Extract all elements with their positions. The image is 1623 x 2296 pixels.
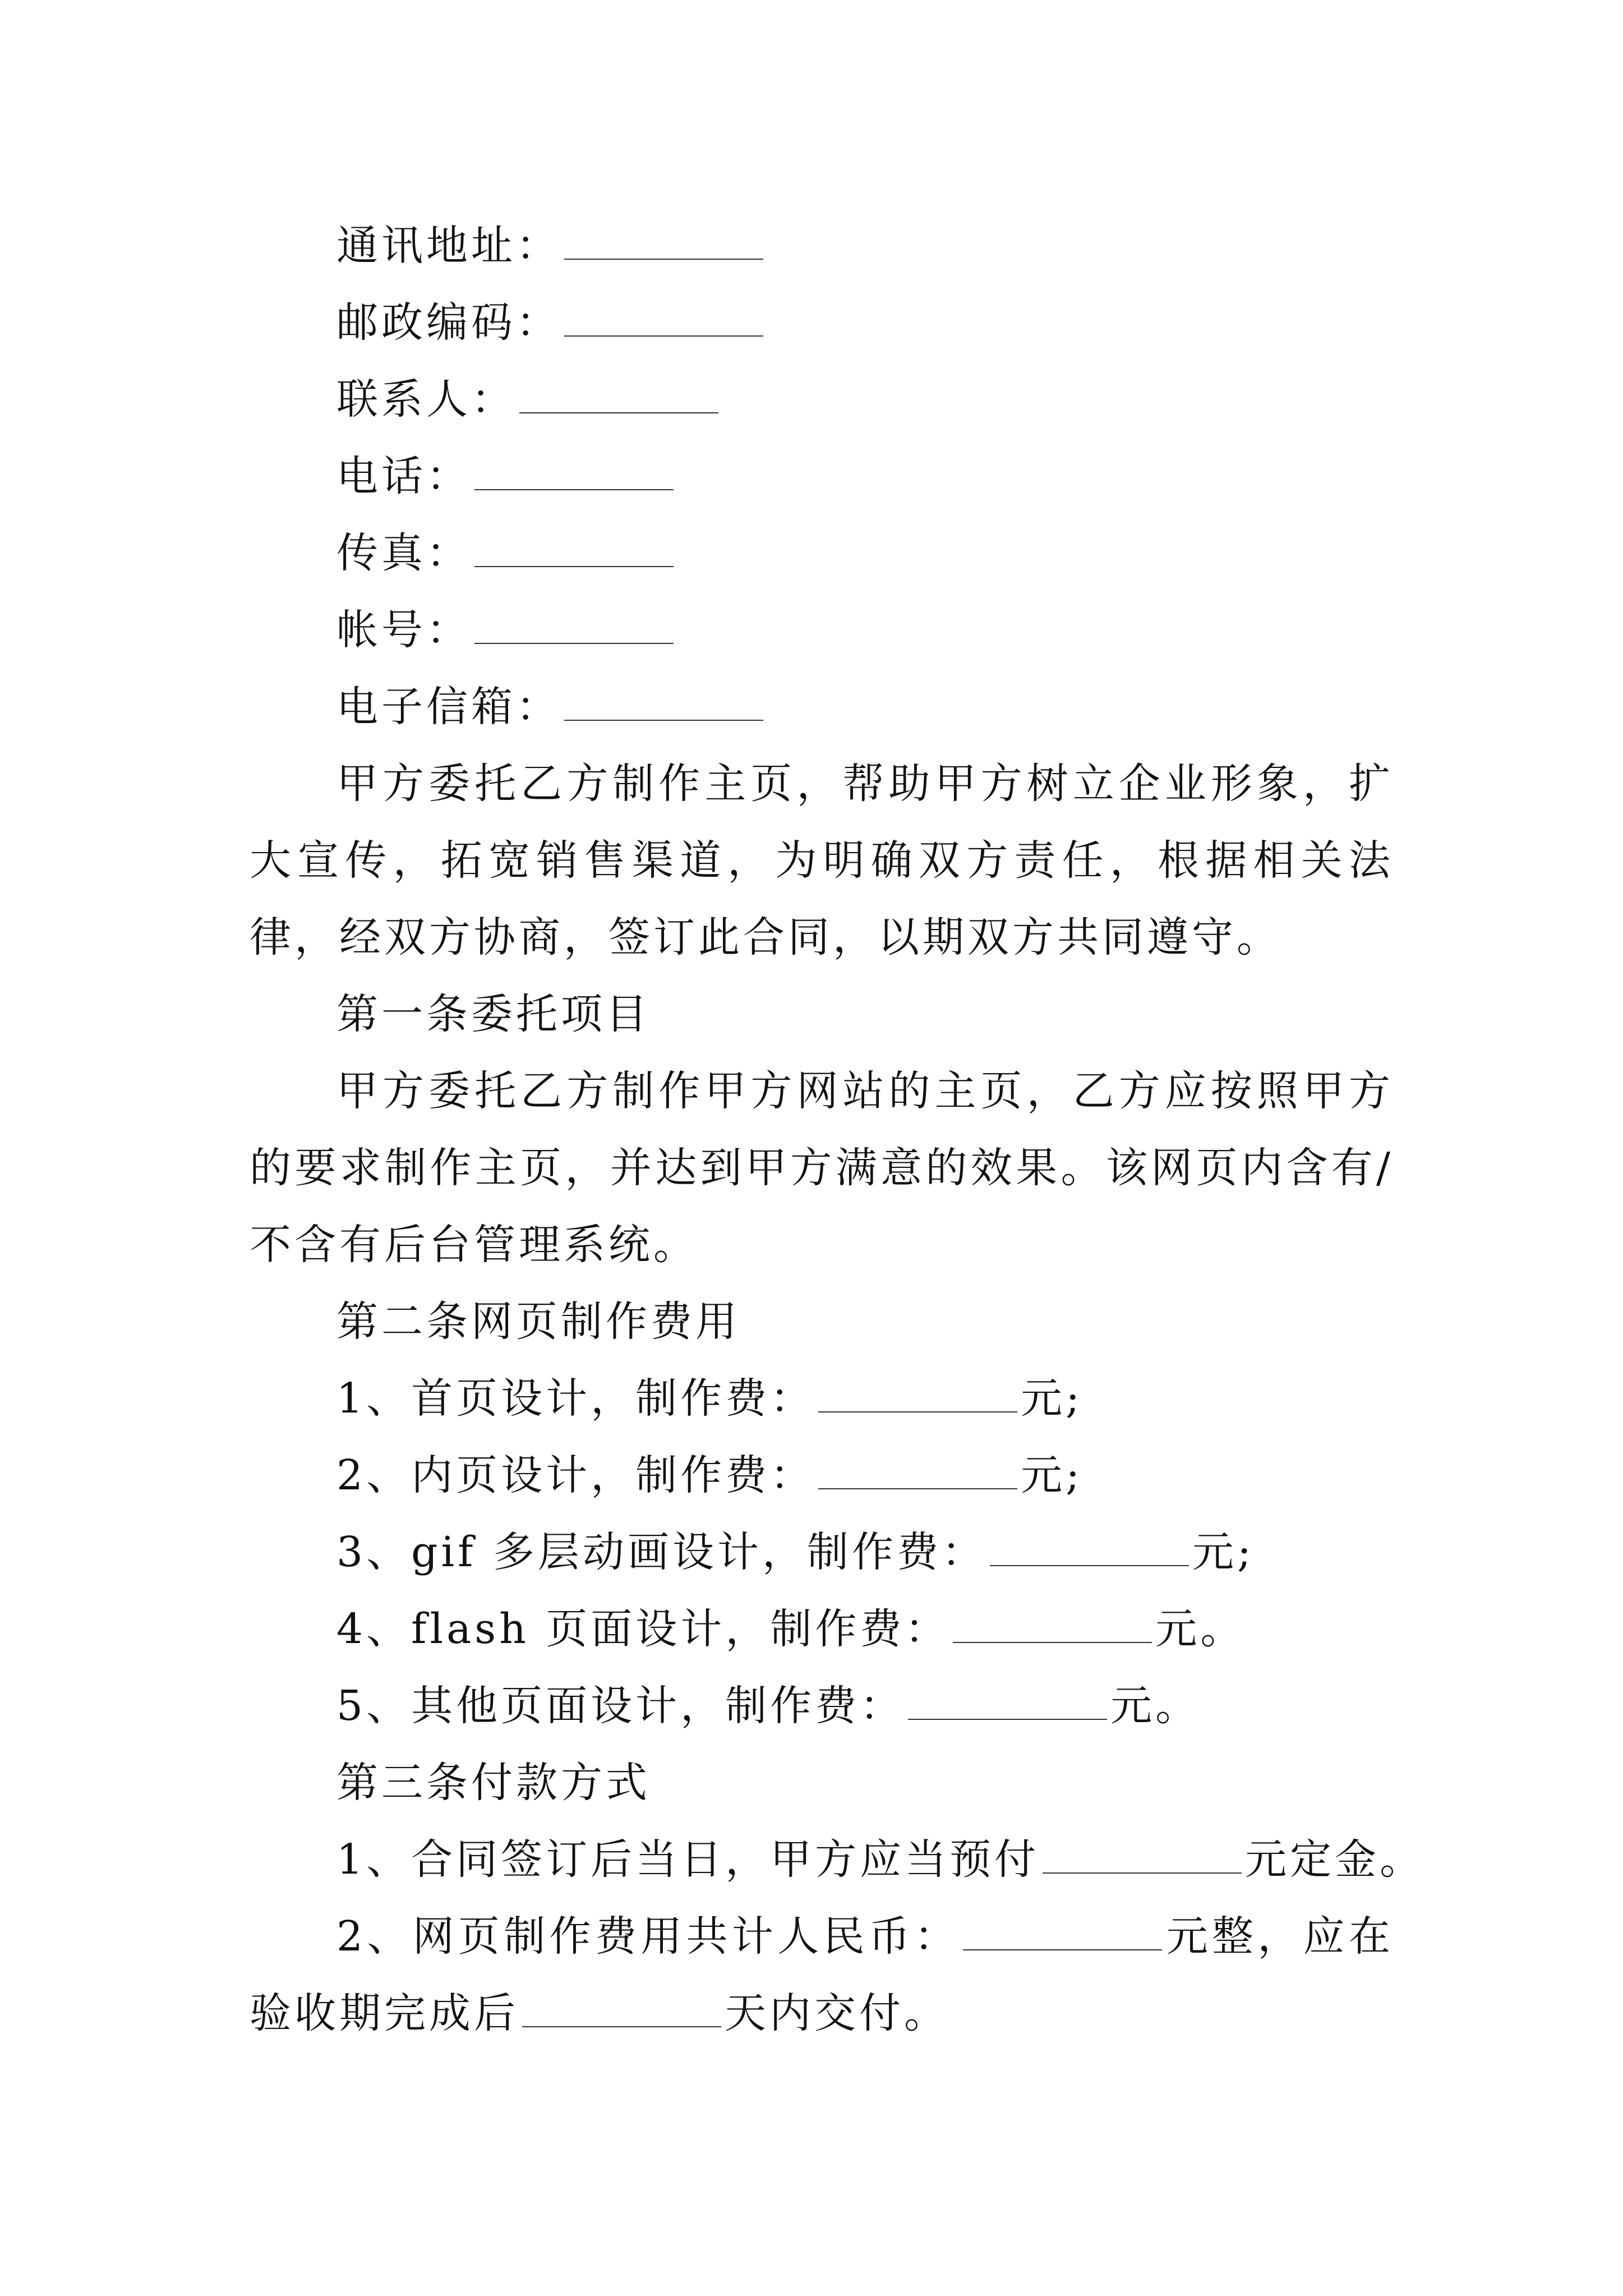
phone-label: 电话：	[336, 452, 471, 500]
fee-item-1	[250, 1360, 1394, 1437]
payment-item-2	[250, 1898, 1394, 2052]
payment-item-2-label: 2、网页制作费用共计人民币：	[336, 1912, 960, 1961]
article2-heading: 第二条网页制作费用	[336, 1297, 740, 1346]
fee-item-unit: 元;	[1021, 1374, 1083, 1423]
address-blank[interactable]	[564, 225, 763, 260]
payment-item-1	[250, 1821, 1425, 1898]
account-blank[interactable]	[474, 609, 674, 644]
fee-item-label: 5、其他页面设计，制作费：	[336, 1682, 905, 1730]
fee-blank-3[interactable]	[990, 1531, 1189, 1566]
payment-item-1-unit: 元定金。	[1245, 1835, 1425, 1884]
contact-blank[interactable]	[519, 379, 718, 413]
fee-item-unit: 元;	[1192, 1528, 1255, 1576]
email-blank[interactable]	[564, 686, 763, 721]
article1-body: 甲方委托乙方制作甲方网站的主页，乙方应按照甲方的要求制作主页，并达到甲方满意的效果。该网页内含有/不含有后台管理系统。	[250, 1067, 1394, 1269]
fee-blank-2[interactable]	[818, 1455, 1017, 1489]
payment-item-1-label: 1、合同签订后当日，甲方应当预付	[336, 1835, 1040, 1884]
fee-item-unit: 元。	[1155, 1605, 1246, 1653]
postal-blank[interactable]	[564, 302, 763, 337]
payment-item-2-unit: 天内交付。	[725, 1989, 949, 2037]
fee-item-3	[250, 1514, 1394, 1591]
postal-label: 邮政编码：	[336, 298, 561, 347]
email-label: 电子信箱：	[336, 683, 561, 731]
payment-item-2-middle: 元整，应在验收期完成后	[250, 1912, 1394, 2037]
document-content	[250, 208, 1425, 2052]
fee-item-4	[250, 1591, 1394, 1668]
deposit-blank[interactable]	[1043, 1839, 1242, 1874]
email-row	[250, 669, 1394, 746]
fee-blank-1[interactable]	[818, 1378, 1017, 1412]
postal-row	[250, 284, 1394, 361]
intro-paragraph: 甲方委托乙方制作主页，帮助甲方树立企业形象，扩大宣传，拓宽销售渠道，为明确双方责任，根据相关法律，经双方协商，签订此合同，以期双方共同遵守。	[250, 760, 1394, 961]
account-label: 帐号：	[336, 606, 471, 654]
article1-heading: 第一条委托项目	[336, 990, 651, 1038]
phone-blank[interactable]	[474, 455, 674, 490]
fee-item-unit: 元;	[1021, 1451, 1083, 1499]
phone-row	[250, 438, 1394, 515]
fee-item-unit: 元。	[1110, 1682, 1201, 1730]
account-row	[250, 592, 1394, 669]
fee-item-label: 1、首页设计，制作费：	[336, 1374, 815, 1423]
fee-item-label: 3、gif 多层动画设计，制作费：	[336, 1528, 987, 1576]
address-row	[250, 208, 1394, 284]
fee-item-label: 2、内页设计，制作费：	[336, 1451, 815, 1499]
days-blank[interactable]	[522, 1993, 721, 2027]
fax-label: 传真：	[336, 529, 471, 577]
fee-item-label: 4、flash 页面设计，制作费：	[336, 1605, 950, 1653]
contact-label: 联系人：	[336, 375, 516, 424]
contact-row	[250, 361, 1394, 438]
article3-heading: 第三条付款方式	[336, 1759, 651, 1807]
fee-item-2	[250, 1437, 1394, 1514]
fee-item-5	[250, 1668, 1394, 1745]
fee-blank-4[interactable]	[953, 1608, 1152, 1643]
fax-blank[interactable]	[474, 532, 674, 567]
fee-blank-5[interactable]	[908, 1685, 1107, 1720]
address-label: 通讯地址：	[336, 222, 561, 270]
fax-row	[250, 515, 1394, 592]
total-fee-blank[interactable]	[963, 1916, 1162, 1950]
